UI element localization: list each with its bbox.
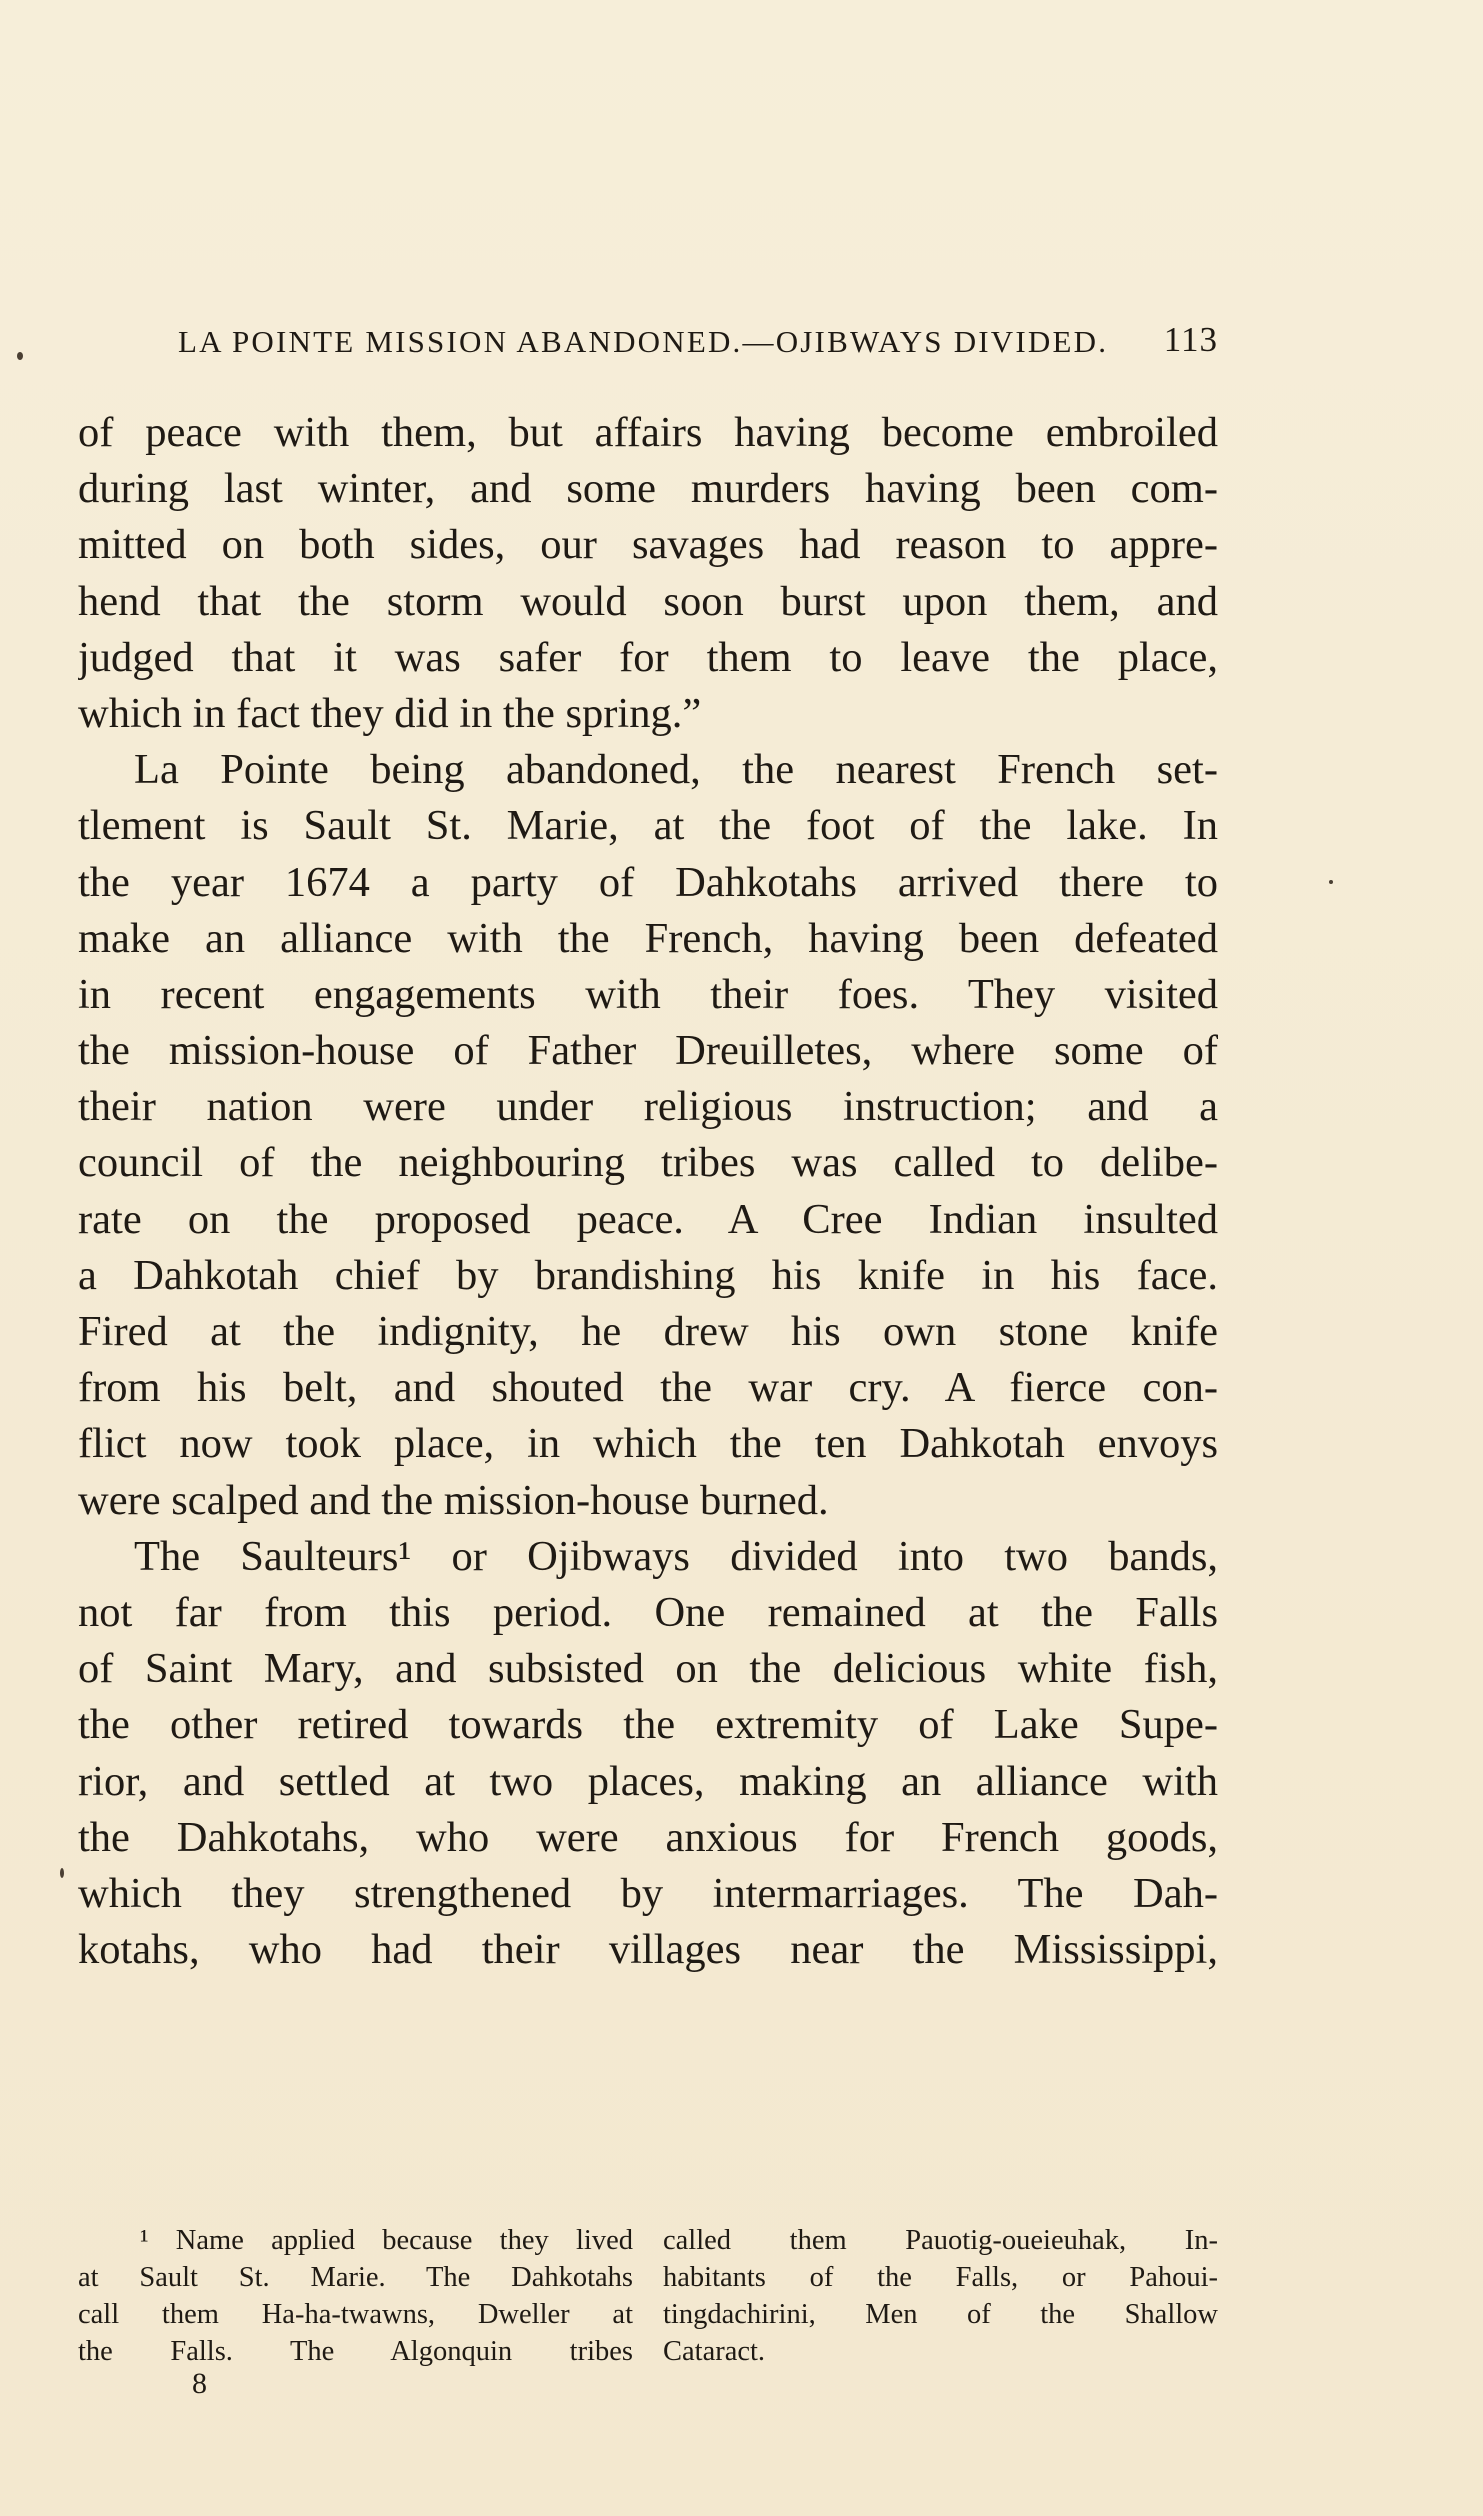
footnote-line: called them Pauotig-oueieuhak, In- [663, 2225, 1218, 2256]
page-number: 113 [1163, 320, 1218, 359]
text-line: kotahs, who had their villages near the Mississippi, [78, 1926, 1218, 1974]
footnote-line: the Falls. The Algonquin tribes [78, 2336, 633, 2367]
text-line: their nation were under religious instruction; and a [78, 1083, 1218, 1131]
ink-speck [1329, 880, 1333, 884]
text-line: flict now took place, in which the ten Dahkotah envoys [78, 1420, 1218, 1468]
footnote-column-left [78, 2222, 633, 2370]
text-line: of peace with them, but affairs having become embroiled [78, 409, 1218, 456]
footnote-column-right [663, 2222, 1218, 2370]
text-line: rate on the proposed peace. A Cree Indian insulted [78, 1195, 1218, 1243]
text-line: council of the neighbouring tribes was called to delibe- [78, 1139, 1218, 1187]
footnote-line: tingdachirini, Men of the Shallow [663, 2299, 1218, 2330]
text-line: rior, and settled at two places, making an alliance with [78, 1757, 1218, 1805]
ink-speck [17, 352, 23, 360]
signature-mark: 8 [192, 2367, 207, 2400]
text-line: the mission-house of Father Dreuilletes, where some of [78, 1027, 1218, 1075]
running-head [178, 318, 1218, 368]
text-line: judged that it was safer for them to leave the place, [78, 633, 1218, 681]
text-line: not far from this period. One remained at the Falls [78, 1588, 1218, 1636]
text-line: in recent engagements with their foes. They visited [78, 970, 1218, 1018]
text-line: which in fact they did in the spring.” [78, 689, 702, 737]
footnote-line: habitants of the Falls, or Pahoui- [663, 2262, 1218, 2293]
footnote-line: at Sault St. Marie. The Dahkotahs [78, 2262, 633, 2293]
text-line: The Saulteurs¹ or Ojibways divided into two bands, [134, 1532, 1218, 1580]
text-line: Fired at the indignity, he drew his own stone knife [78, 1308, 1218, 1355]
text-line: of Saint Mary, and subsisted on the delicious white fish, [78, 1645, 1218, 1693]
footnote-line: call them Ha-ha-twawns, Dweller at [78, 2299, 633, 2330]
text-line: from his belt, and shouted the war cry. A fierce con- [78, 1364, 1218, 1412]
text-line: the Dahkotahs, who were anxious for French goods, [78, 1813, 1218, 1861]
text-line: the other retired towards the extremity of Lake Supe- [78, 1701, 1218, 1749]
text-line: tlement is Sault St. Marie, at the foot of the lake. In [78, 802, 1218, 850]
ink-speck [60, 1868, 64, 1878]
text-line: mitted on both sides, our savages had reason to appre- [78, 521, 1218, 569]
text-line: make an alliance with the French, having been defeated [78, 914, 1218, 962]
text-line: a Dahkotah chief by brandishing his knife in his face. [78, 1251, 1218, 1299]
text-line: the year 1674 a party of Dahkotahs arrived there to [78, 858, 1218, 906]
body-text [78, 405, 1218, 1978]
text-line: which they strengthened by intermarriages. The Dah- [78, 1869, 1218, 1917]
text-line: hend that the storm would soon burst upon them, and [78, 577, 1218, 625]
footnote-line: ¹ Name applied because they lived [140, 2225, 633, 2256]
footnote-line: Cataract. [663, 2336, 766, 2367]
running-head-title: LA POINTE MISSION ABANDONED.—OJIBWAYS DIVIDED. [178, 324, 1109, 359]
text-line: during last winter, and some murders having been com- [78, 465, 1218, 513]
text-line: were scalped and the mission-house burned. [78, 1476, 829, 1524]
text-line: La Pointe being abandoned, the nearest French set- [134, 746, 1218, 794]
